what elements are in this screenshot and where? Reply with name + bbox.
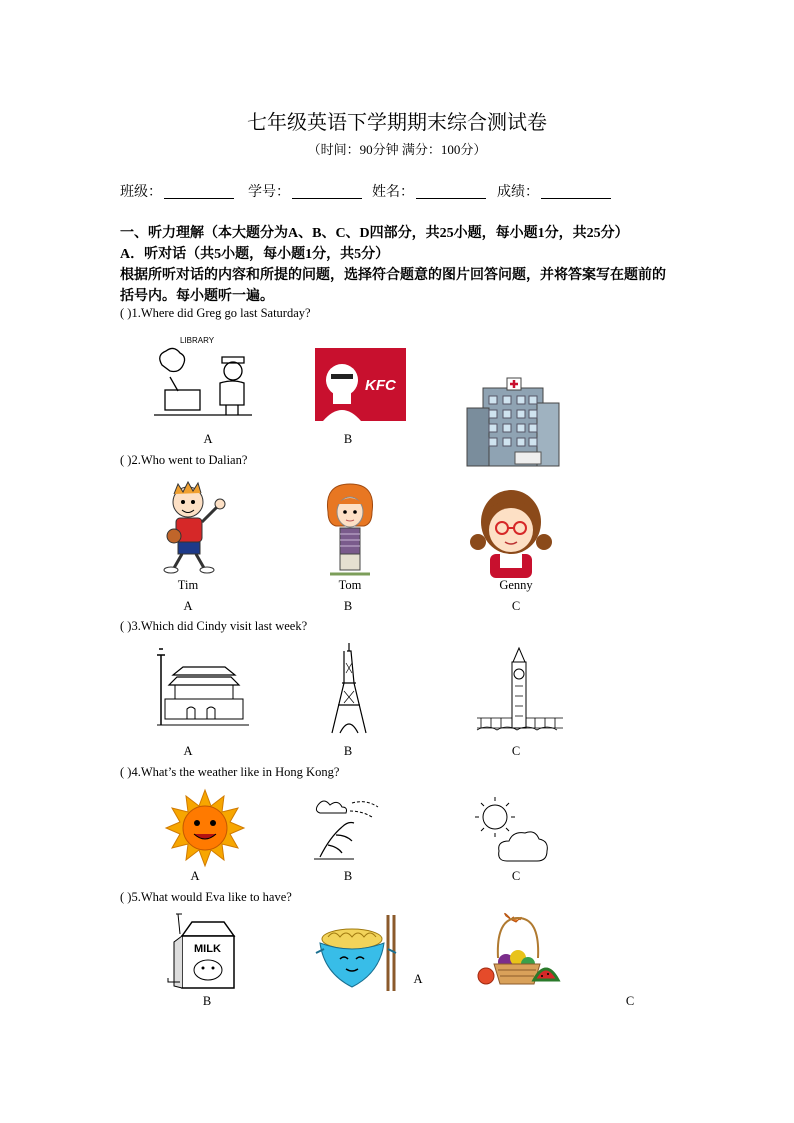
exam-time-score: （时间：90分钟 满分：100分）: [307, 142, 487, 157]
q5-label-b: B: [202, 994, 212, 1008]
q3-label-a: A: [183, 744, 193, 758]
student-number-blank[interactable]: [292, 184, 362, 199]
student-number-field: 学号：: [248, 181, 362, 201]
question-5: ( )5.What would Eva like to have?: [120, 890, 292, 904]
big-ben-icon: [475, 648, 565, 732]
wind-icon: [312, 795, 380, 865]
section1-heading: 一、听力理解（本大题分为A、B、C、D四部分，共25小题，每小题1分，共25分）: [120, 226, 629, 241]
q1-label-b: B: [343, 432, 353, 446]
library-people-icon: [150, 335, 255, 420]
q3-label-b: B: [343, 744, 353, 758]
part-a-heading: A．听对话（共5小题，每小题1分，共5分）: [120, 247, 390, 262]
q5-label-c: C: [625, 994, 635, 1008]
question-4: ( )4.What’s the weather like in Hong Kong?: [120, 765, 340, 779]
milk-carton-icon: [160, 912, 248, 992]
boy-icon: [162, 482, 230, 574]
noodle-bowl-icon: [316, 915, 400, 993]
q2-label-b: B: [343, 599, 353, 613]
q5-label-a: A: [413, 972, 423, 986]
girl-glasses-icon: [470, 486, 552, 578]
q2-name-tim: Tim: [177, 578, 199, 592]
q4-label-a: A: [190, 869, 200, 883]
q4-label-b: B: [343, 869, 353, 883]
question-2: ( )2.Who went to Dalian?: [120, 453, 248, 467]
sun-icon: [166, 790, 244, 866]
milk-label-text: MILK: [194, 943, 221, 955]
hospital-icon: [465, 378, 563, 468]
q4-label-c: C: [511, 869, 521, 883]
q2-label-c: C: [511, 599, 521, 613]
name-field: 姓名：: [372, 181, 486, 201]
class-field: 班级：: [120, 181, 234, 201]
girl-orange-icon: [320, 482, 380, 578]
page-title: 七年级英语下学期期末综合测试卷: [247, 112, 547, 134]
q2-name-genny: Genny: [499, 578, 533, 592]
question-3: ( )3.Which did Cindy visit last week?: [120, 619, 308, 633]
q2-label-a: A: [183, 599, 193, 613]
q3-label-c: C: [511, 744, 521, 758]
tiananmen-icon: [155, 645, 250, 727]
eiffel-tower-icon: [330, 643, 368, 735]
cloudy-icon: [473, 795, 553, 867]
score-blank[interactable]: [541, 184, 611, 199]
instruction-line1: 根据所听对话的内容和所提的问题，选择符合题意的图片回答问题，并将答案写在题前的: [120, 268, 666, 283]
library-sign-text: LIBRARY: [180, 336, 215, 345]
q2-name-tom: Tom: [338, 578, 362, 592]
kfc-logo-icon: [315, 348, 406, 421]
question-1: ( )1.Where did Greg go last Saturday?: [120, 306, 311, 320]
q1-label-a: A: [203, 432, 213, 446]
class-blank[interactable]: [164, 184, 234, 199]
kfc-logo-text: KFC: [365, 377, 396, 394]
fruit-basket-icon: [476, 910, 558, 988]
score-field: 成绩：: [497, 181, 611, 201]
instruction-line2: 括号内。每小题听一遍。: [120, 289, 274, 304]
name-blank[interactable]: [416, 184, 486, 199]
